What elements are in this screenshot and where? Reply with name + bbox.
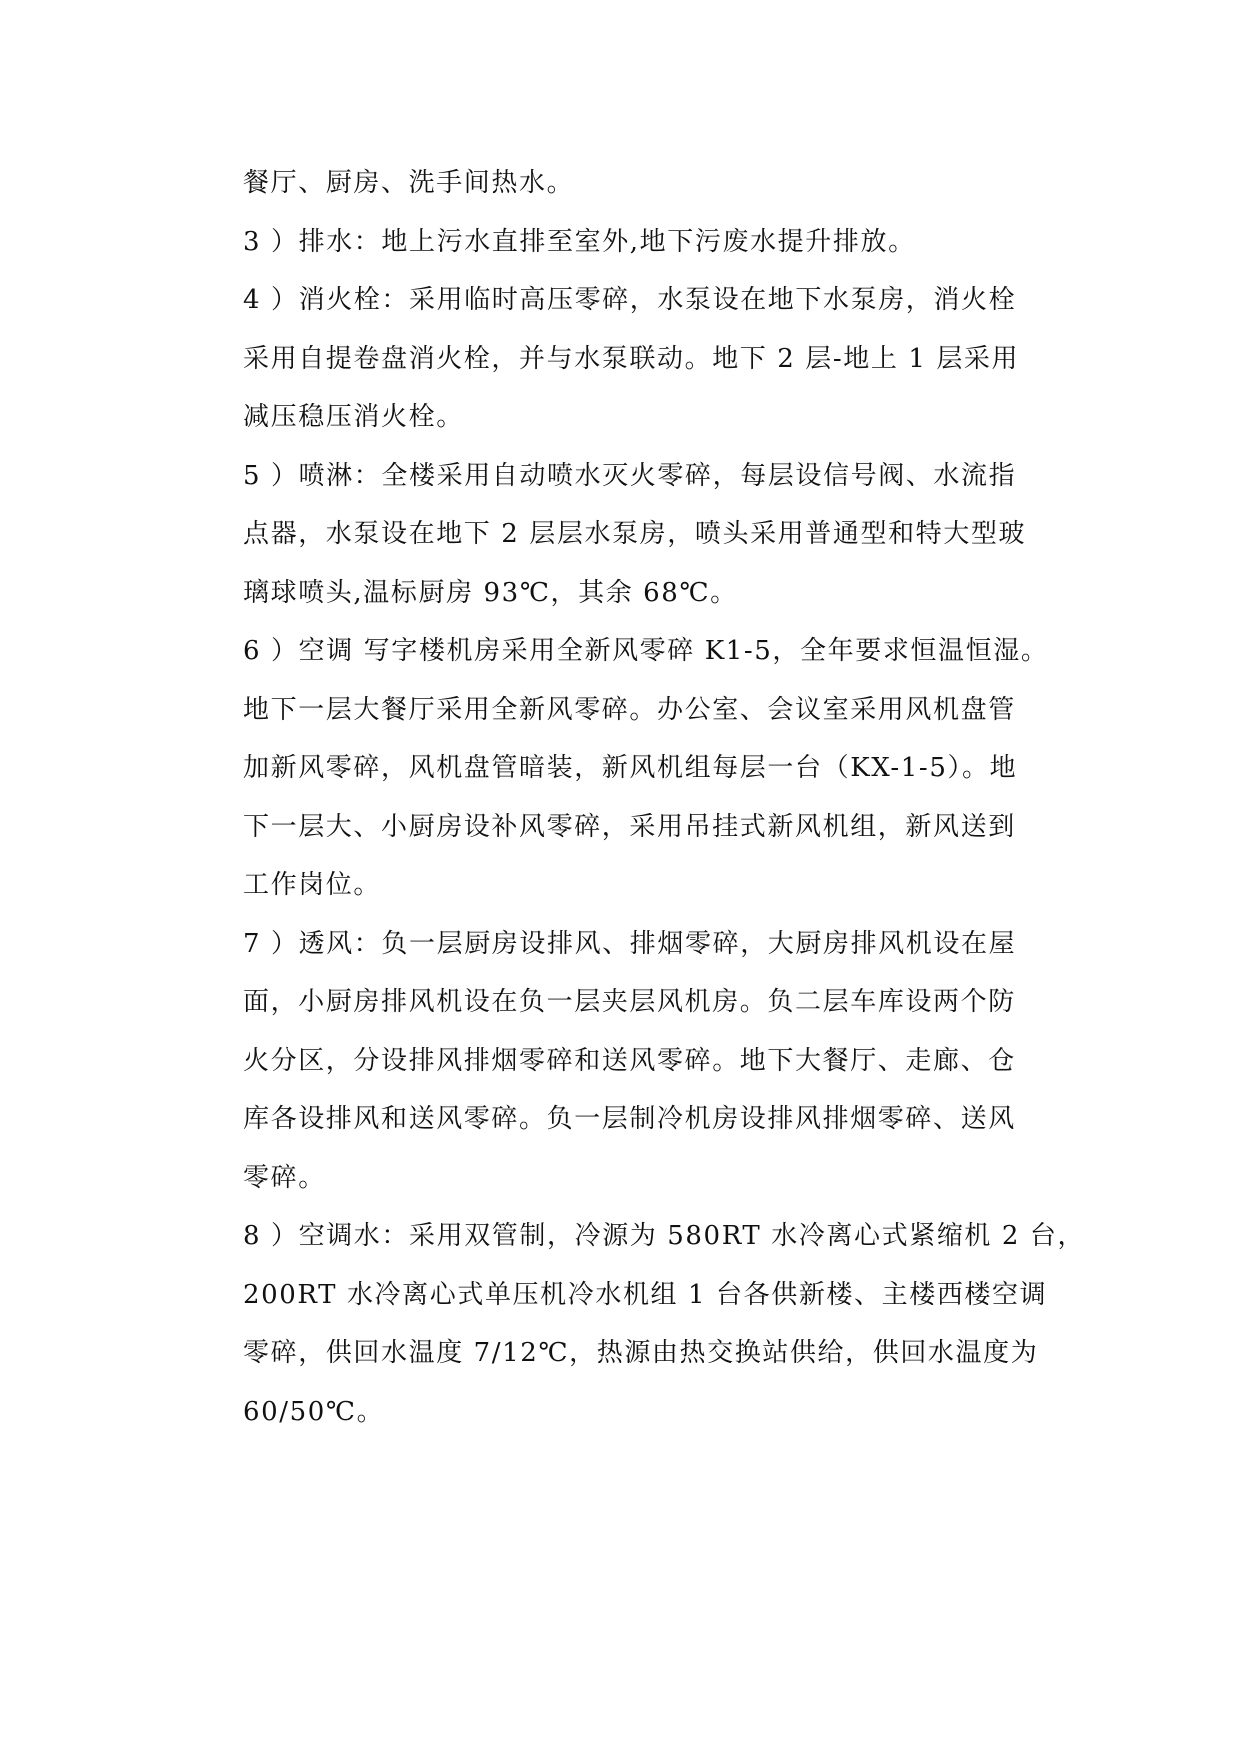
text-line: 火分区，分设排风排烟零碎和送风零碎。地下大餐厅、走廊、仓 [243, 1045, 1016, 1076]
text-line: 60/50℃。 [243, 1396, 385, 1427]
text-line: 零碎，供回水温度 7/12℃，热源由热交换站供给，供回水温度为 [243, 1338, 1039, 1368]
text-line: 下一层大、小厨房设补风零碎，采用吊挂式新风机组，新风送到 [243, 811, 1016, 842]
text-line: 6 ）空调 写字楼机房采用全新风零碎 K1-5，全年要求恒温恒湿。 [243, 636, 1049, 666]
text-line: 7 ）透风：负一层厨房设排风、排烟零碎，大厨房排风机设在屋 [243, 928, 1017, 959]
text-line: 4 ）消火栓：采用临时高压零碎，水泵设在地下水泵房，消火栓 [243, 285, 1017, 315]
text-line: 面，小厨房排风机设在负一层夹层风机房。负二层车库设两个防 [243, 987, 1016, 1017]
text-line: 减压稳压消火栓。 [243, 402, 464, 432]
text-line: 200RT 水冷离心式单压机冷水机组 1 台各供新楼、主楼西楼空调 [243, 1279, 1048, 1310]
text-line: 餐厅、厨房、洗手间热水。 [243, 168, 575, 198]
text-line: 零碎。 [243, 1162, 326, 1193]
text-line: 3 ）排水：地上污水直排至室外,地下污废水提升排放。 [243, 226, 916, 257]
text-line: 采用自提卷盘消火栓，并与水泵联动。地下 2 层-地上 1 层采用 [243, 343, 1020, 374]
text-line: 库各设排风和送风零碎。负一层制冷机房设排风排烟零碎、送风 [243, 1104, 1016, 1134]
text-line: 加新风零碎，风机盘管暗装，新风机组每层一台（KX-1-5）。地 [243, 753, 1018, 783]
text-line: 8 ）空调水：采用双管制，冷源为 580RT 水冷离心式紧缩机 2 台， [243, 1221, 1086, 1251]
text-line: 璃球喷头,温标厨房 93℃，其余 68℃。 [243, 577, 738, 608]
text-line: 点器，水泵设在地下 2 层层水泵房，喷头采用普通型和特大型玻 [243, 519, 1027, 549]
body-text [243, 154, 1086, 1441]
text-line: 工作岗位。 [243, 870, 382, 900]
text-line: 5 ）喷淋：全楼采用自动喷水灭火零碎，每层设信号阀、水流指 [243, 460, 1017, 491]
text-line: 地下一层大餐厅采用全新风零碎。办公室、会议室采用风机盘管 [243, 694, 1016, 725]
